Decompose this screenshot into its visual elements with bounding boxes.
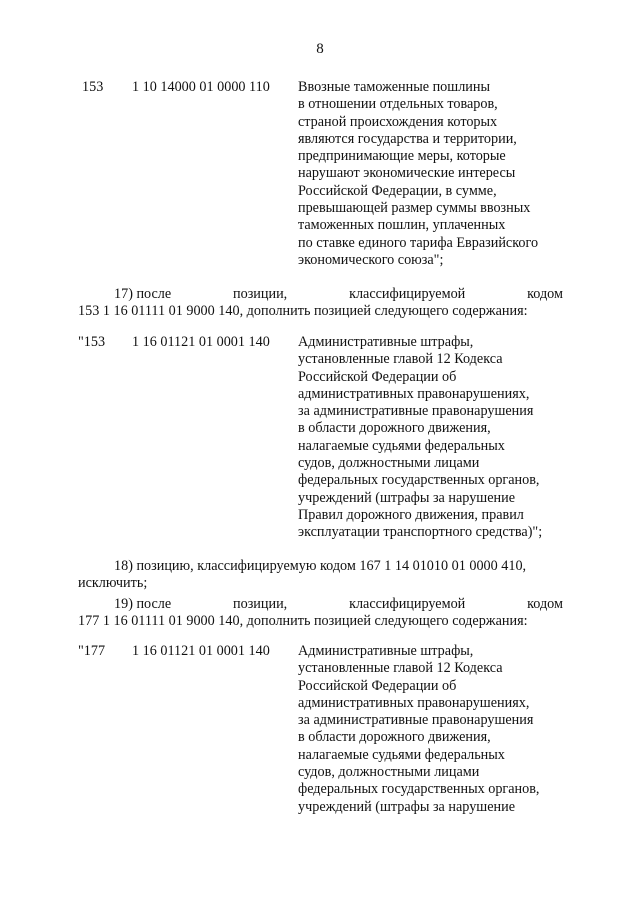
description-line: налагаемые судьями федеральных [298, 437, 505, 454]
description-line: в отношении отдельных товаров, [298, 96, 498, 113]
paragraph-line: 177 1 16 01111 01 9000 140, дополнить позицией следующего содержания: [78, 613, 528, 630]
paragraph-line: 18) позицию, классифицируемую кодом 167 1 14 01010 01 0000 410, [114, 558, 527, 574]
description-line: Административные штрафы, [298, 334, 474, 350]
description-line: Российской Федерации, в сумме, [298, 182, 497, 199]
description-line: в области дорожного движения, [298, 729, 491, 746]
description-line: экономического союза"; [298, 251, 444, 268]
description-line: страной происхождения которых [298, 113, 498, 130]
paragraph-word: позиции, [233, 596, 288, 612]
description-line: превышающей размер суммы ввозных [298, 200, 531, 217]
description-line: предпринимающие меры, которые [298, 148, 506, 165]
description-line: нарушают экономические интересы [298, 165, 516, 182]
description-line: Российской Федерации об [298, 368, 457, 385]
paragraph-line: исключить; [78, 575, 148, 592]
description-line: налагаемые судьями федеральных [298, 746, 505, 763]
entry-description [298, 334, 588, 542]
description-line: Российской Федерации об [298, 677, 457, 694]
description-line: по ставке единого тарифа Евразийского [298, 234, 539, 251]
amendment-paragraph-19 [78, 596, 563, 631]
description-line: таможенных пошлин, уплаченных [298, 217, 506, 234]
entry-classification-code: 1 16 01121 01 0001 140 [132, 643, 270, 659]
entry-admin-code: 153 [82, 79, 104, 95]
entry-description [298, 643, 588, 816]
paragraph-word: позиции, [233, 286, 288, 302]
description-line: административных правонарушениях, [298, 694, 530, 711]
description-line: учреждений (штрафы за нарушение [298, 798, 515, 815]
description-line: являются государства и территории, [298, 130, 517, 147]
paragraph-word: кодом [527, 596, 563, 612]
paragraph-word: 17) после [114, 286, 172, 302]
description-line: в области дорожного движения, [298, 420, 491, 437]
description-line: учреждений (штрафы за нарушение [298, 489, 515, 506]
description-line: Ввозные таможенные пошлины [298, 79, 491, 95]
paragraph-line [78, 596, 563, 613]
page-number: 8 [316, 41, 324, 57]
description-line: судов, должностными лицами [298, 455, 480, 472]
description-line: установленные главой 12 Кодекса [298, 351, 503, 368]
paragraph-word: классифицируемой [349, 596, 466, 612]
amendment-paragraph-17 [78, 286, 563, 321]
description-line: административных правонарушениях, [298, 385, 530, 402]
paragraph-line: 153 1 16 01111 01 9000 140, дополнить позицией следующего содержания: [78, 303, 528, 320]
paragraph-word: кодом [527, 286, 563, 302]
paragraph-line [78, 286, 563, 303]
entry-admin-code: "177 [78, 643, 106, 659]
entry-admin-code: "153 [78, 334, 106, 350]
entry-classification-code: 1 10 14000 01 0000 110 [132, 79, 270, 95]
entry-description [298, 79, 588, 269]
paragraph-word: классифицируемой [349, 286, 466, 302]
description-line: федеральных государственных органов, [298, 472, 540, 489]
description-line: судов, должностными лицами [298, 764, 480, 781]
description-line: Административные штрафы, [298, 643, 474, 659]
description-line: Правил дорожного движения, правил [298, 506, 524, 523]
entry-classification-code: 1 16 01121 01 0001 140 [132, 334, 270, 350]
description-line: эксплуатации транспортного средства)"; [298, 524, 543, 541]
description-line: федеральных государственных органов, [298, 781, 540, 798]
amendment-paragraph-18 [78, 558, 563, 593]
description-line: установленные главой 12 Кодекса [298, 660, 503, 677]
paragraph-word: 19) после [114, 596, 172, 612]
description-line: за административные правонарушения [298, 712, 534, 729]
description-line: за административные правонарушения [298, 403, 534, 420]
